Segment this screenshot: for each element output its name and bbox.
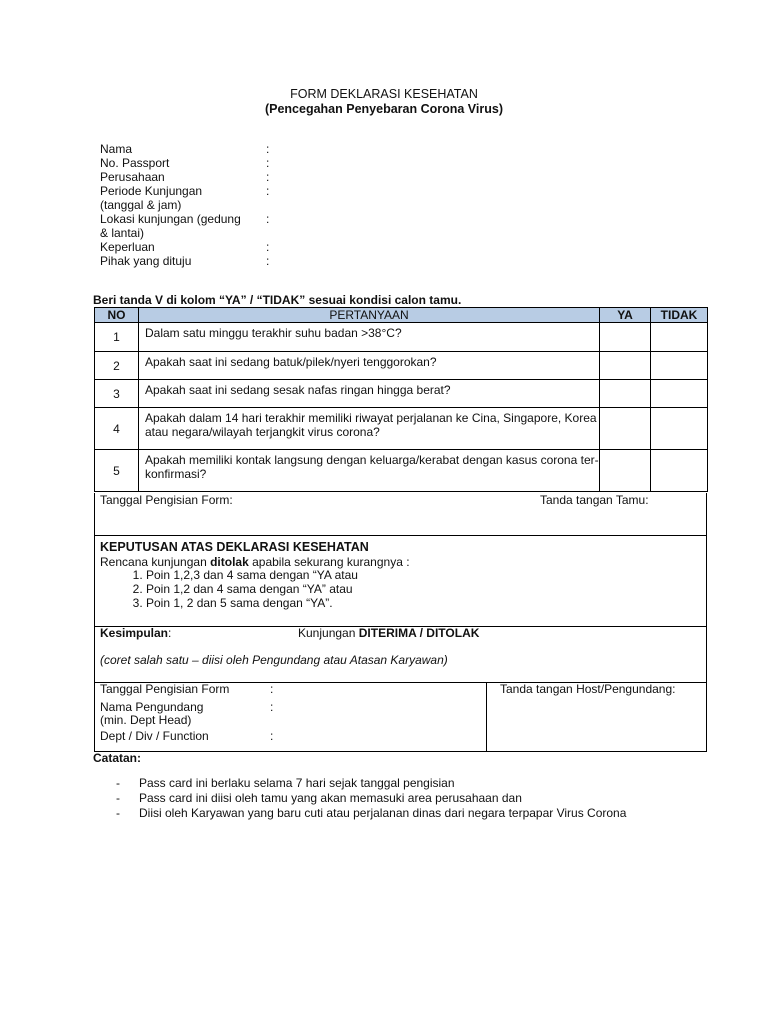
row-question: Apakah saat ini sedang batuk/pilek/nyeri tenggorokan? xyxy=(139,352,600,380)
field-row-host[interactable] xyxy=(100,254,500,268)
field-label: Periode Kunjungan xyxy=(100,184,203,198)
row-number: 4 xyxy=(95,408,139,450)
decision-criteria-list xyxy=(100,568,358,610)
table-row xyxy=(95,380,708,408)
list-item: 2. Poin 1,2 dan 4 sama dengan “YA” atau xyxy=(146,582,358,596)
header-yes: YA xyxy=(600,308,651,323)
conclusion-label xyxy=(100,626,171,640)
field-label: Perusahaan xyxy=(100,170,165,184)
host-field-label: Tanggal Pengisian Form xyxy=(100,682,230,696)
field-label: Nama xyxy=(100,142,133,156)
conclusion-value[interactable] xyxy=(298,626,479,640)
decision-intro-bold: ditolak xyxy=(210,555,249,569)
host-field-colon: : xyxy=(270,682,274,696)
list-item xyxy=(116,776,626,791)
table-row xyxy=(95,352,708,380)
field-row-passport[interactable] xyxy=(100,156,500,170)
row-question: Apakah dalam 14 hari terakhir memiliki riwayat perjalanan ke Cina, Singapore, Korea atau negara/wilayah terjangkit virus corona? xyxy=(139,408,600,450)
bullet-dash: - xyxy=(116,791,120,805)
form-subtitle: (Pencegahan Penyebaran Corona Virus) xyxy=(264,102,504,116)
host-field-label: Nama Pengundang xyxy=(100,700,204,714)
conclusion-label-colon: : xyxy=(168,626,172,640)
field-row-company[interactable] xyxy=(100,170,500,184)
field-label: (tanggal & jam) xyxy=(100,198,182,212)
yes-checkbox-cell[interactable] xyxy=(600,380,651,408)
visitor-fields xyxy=(100,142,500,268)
table-row xyxy=(95,408,708,450)
header-question: PERTANYAAN xyxy=(139,308,600,323)
note-text: Diisi oleh Karyawan yang baru cuti atau perjalanan dinas dari negara terpapar Virus Corona xyxy=(139,806,627,820)
no-checkbox-cell[interactable] xyxy=(651,323,708,352)
conclusion-label-text: Kesimpulan xyxy=(100,626,169,640)
field-label: & lantai) xyxy=(100,226,145,240)
host-signature-label[interactable]: Tanda tangan Host/Pengundang: xyxy=(500,682,676,696)
host-section xyxy=(94,682,707,752)
guest-signature-label[interactable]: Tanda tangan Tamu: xyxy=(540,493,649,507)
header-no-answer: TIDAK xyxy=(651,308,708,323)
host-field-colon: : xyxy=(270,729,274,743)
no-checkbox-cell[interactable] xyxy=(651,352,708,380)
no-checkbox-cell[interactable] xyxy=(651,380,708,408)
instruction-text: Beri tanda V di kolom “YA” / “TIDAK” sesuai kondisi calon tamu. xyxy=(93,293,462,307)
header-no: NO xyxy=(95,308,139,323)
table-row xyxy=(95,450,708,492)
field-colon: : xyxy=(266,254,270,268)
row-question: Apakah memiliki kontak langsung dengan keluarga/kerabat dengan kasus corona ter-konfirmasi? xyxy=(139,450,600,492)
yes-checkbox-cell[interactable] xyxy=(600,450,651,492)
list-item xyxy=(116,791,626,806)
table-header-row xyxy=(95,308,708,323)
bullet-dash: - xyxy=(116,806,120,820)
row-question: Dalam satu minggu terakhir suhu badan >38°C? xyxy=(139,323,600,352)
row-number: 3 xyxy=(95,380,139,408)
field-colon: : xyxy=(266,170,270,184)
conclusion-note: (coret salah satu – diisi oleh Pengundang atau Atasan Karyawan) xyxy=(100,653,448,667)
decision-section xyxy=(94,535,707,627)
row-question: Apakah saat ini sedang sesak nafas ringan hingga berat? xyxy=(139,380,600,408)
field-row-location-sub xyxy=(100,226,500,240)
conclusion-value-options: DITERIMA / DITOLAK xyxy=(358,626,480,640)
decision-heading: KEPUTUSAN ATAS DEKLARASI KESEHATAN xyxy=(100,540,369,554)
host-field-label: (min. Dept Head) xyxy=(100,713,192,727)
bullet-dash: - xyxy=(116,776,120,790)
row-number: 5 xyxy=(95,450,139,492)
note-text: Pass card ini diisi oleh tamu yang akan memasuki area perusahaan dan xyxy=(139,791,522,805)
host-row-name[interactable] xyxy=(100,700,273,714)
list-item: 1. Poin 1,2,3 dan 4 sama dengan “YA atau xyxy=(146,568,358,582)
field-label: Lokasi kunjungan (gedung xyxy=(100,212,241,226)
host-field-label: Dept / Div / Function xyxy=(100,729,209,743)
notes-heading: Catatan: xyxy=(93,751,142,765)
field-colon: : xyxy=(266,240,270,254)
host-row-date[interactable] xyxy=(100,682,273,696)
guest-sign-section xyxy=(94,493,707,536)
row-number: 1 xyxy=(95,323,139,352)
notes-list xyxy=(116,776,626,821)
decision-intro-pre: Rencana kunjungan xyxy=(100,555,211,569)
field-colon xyxy=(266,198,276,212)
yes-checkbox-cell[interactable] xyxy=(600,323,651,352)
form-date-label[interactable]: Tanggal Pengisian Form: xyxy=(100,493,233,507)
host-field-colon: : xyxy=(270,700,274,714)
field-label: Keperluan xyxy=(100,240,155,254)
list-item: 3. Poin 1, 2 dan 5 sama dengan “YA”. xyxy=(146,596,358,610)
form-title: FORM DEKLARASI KESEHATAN xyxy=(290,87,478,101)
field-colon: : xyxy=(266,212,270,226)
decision-intro-post: apabila sekurang kurangnya : xyxy=(248,555,410,569)
table-row xyxy=(95,323,708,352)
note-text: Pass card ini berlaku selama 7 hari sejak tanggal pengisian xyxy=(139,776,455,790)
yes-checkbox-cell[interactable] xyxy=(600,352,651,380)
list-item xyxy=(116,806,626,821)
decision-intro xyxy=(100,555,410,569)
field-row-visit-period-sub xyxy=(100,198,500,212)
field-colon: : xyxy=(266,184,270,198)
field-colon xyxy=(266,226,276,240)
field-label: Pihak yang dituju xyxy=(100,254,192,268)
field-colon: : xyxy=(266,142,270,156)
title-block xyxy=(0,87,768,117)
field-row-name[interactable] xyxy=(100,142,500,156)
yes-checkbox-cell[interactable] xyxy=(600,408,651,450)
health-questions-table xyxy=(94,307,708,492)
no-checkbox-cell[interactable] xyxy=(651,450,708,492)
field-colon: : xyxy=(266,156,270,170)
field-row-location[interactable] xyxy=(100,212,500,226)
no-checkbox-cell[interactable] xyxy=(651,408,708,450)
row-number: 2 xyxy=(95,352,139,380)
field-row-purpose[interactable] xyxy=(100,240,500,254)
conclusion-value-pre: Kunjungan xyxy=(298,626,359,640)
conclusion-section xyxy=(94,626,707,683)
field-row-visit-period[interactable] xyxy=(100,184,500,198)
field-label: No. Passport xyxy=(100,156,170,170)
host-row-dept[interactable] xyxy=(100,729,273,743)
host-row-name-sub xyxy=(100,713,270,727)
host-section-divider xyxy=(486,682,487,751)
